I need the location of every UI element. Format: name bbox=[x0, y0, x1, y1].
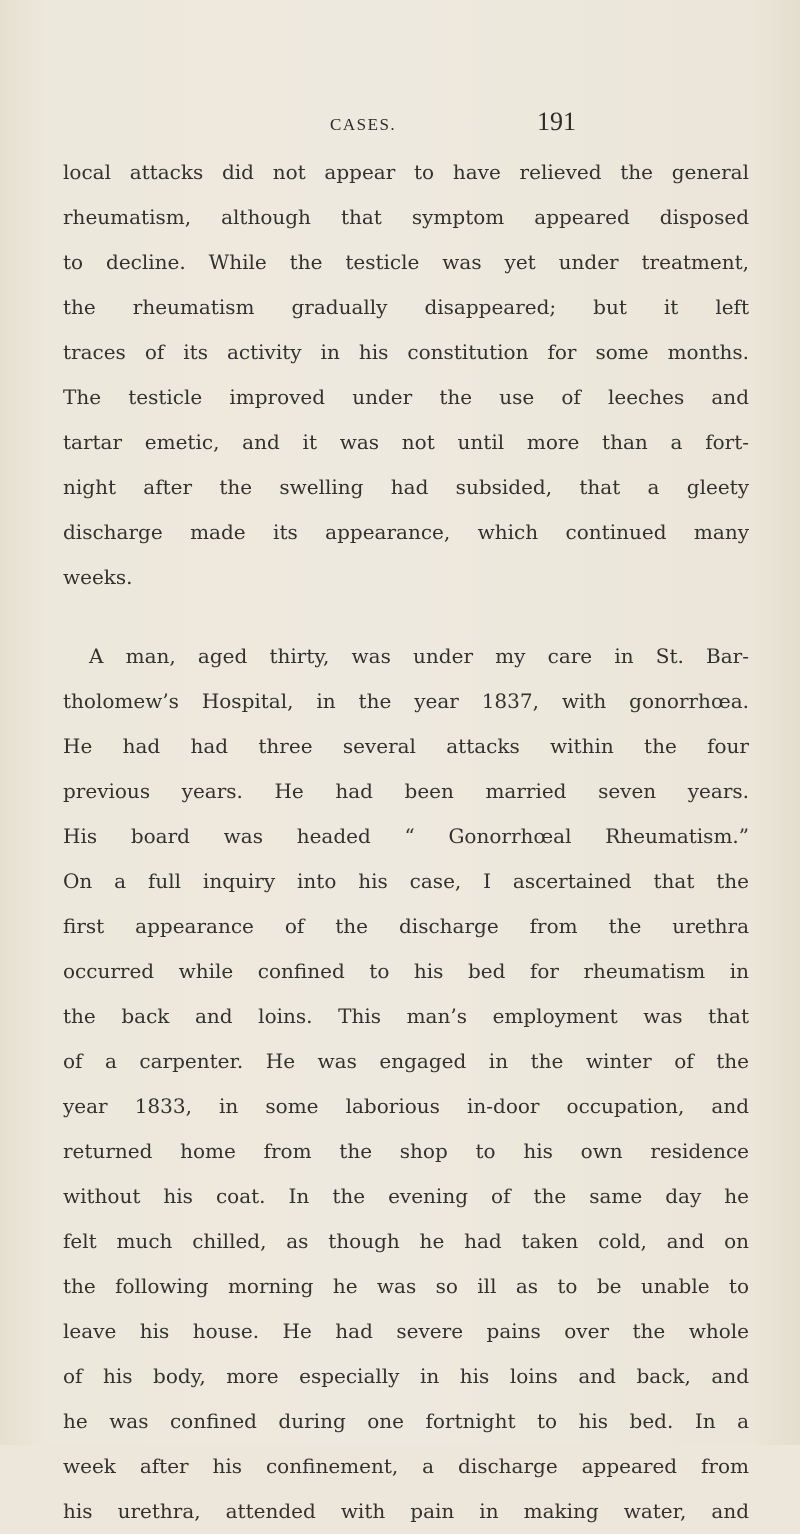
text-line: occurred while confined to his bed for rheumatism in bbox=[63, 959, 749, 983]
text-line: tholomew’s Hospital, in the year 1837, with gonorrhœa. bbox=[63, 689, 749, 713]
text-line: night after the swelling had subsided, that a gleety bbox=[63, 475, 749, 499]
text-line: returned home from the shop to his own residence bbox=[63, 1139, 749, 1163]
text-line: year 1833, in some laborious in-door occupation, and bbox=[63, 1094, 749, 1118]
text-line: weeks. bbox=[63, 565, 133, 589]
text-line: His board was headed “ Gonorrhœal Rheumatism.” bbox=[63, 824, 749, 848]
text-line: the back and loins. This man’s employment was that bbox=[63, 1004, 749, 1028]
text-line: previous years. He had been married seven years. bbox=[63, 779, 749, 803]
paragraph-gap bbox=[63, 600, 749, 634]
text-line: A man, aged thirty, was under my care in St. Bar- bbox=[89, 644, 749, 668]
text-line: local attacks did not appear to have relieved the general bbox=[63, 160, 749, 184]
text-line: he was confined during one fortnight to his bed. In a bbox=[63, 1409, 749, 1433]
text-line: of his body, more especially in his loins and back, and bbox=[63, 1364, 749, 1388]
running-head-title: CASES. bbox=[330, 115, 397, 134]
text-line: without his coat. In the evening of the same day he bbox=[63, 1184, 749, 1208]
text-line: tartar emetic, and it was not until more than a fort- bbox=[63, 430, 749, 454]
text-line: his urethra, attended with pain in making water, and bbox=[63, 1499, 749, 1523]
text-line: week after his confinement, a discharge appeared from bbox=[63, 1454, 749, 1478]
text-line: rheumatism, although that symptom appeared disposed bbox=[63, 205, 749, 229]
text-line: the rheumatism gradually disappeared; but it left bbox=[63, 295, 749, 319]
page-number: 191 bbox=[537, 107, 576, 136]
paragraph-1 bbox=[63, 150, 749, 600]
paragraph-2 bbox=[63, 634, 749, 1534]
text-line: to decline. While the testicle was yet under treatment, bbox=[63, 250, 749, 274]
text-line: first appearance of the discharge from the urethra bbox=[63, 914, 749, 938]
text-line: the following morning he was so ill as to be unable to bbox=[63, 1274, 749, 1298]
text-line: felt much chilled, as though he had taken cold, and on bbox=[63, 1229, 749, 1253]
running-head bbox=[0, 107, 800, 147]
text-line: leave his house. He had severe pains over the whole bbox=[63, 1319, 749, 1343]
text-line: On a full inquiry into his case, I ascertained that the bbox=[63, 869, 749, 893]
body-text bbox=[63, 150, 749, 1534]
text-line: The testicle improved under the use of leeches and bbox=[63, 385, 749, 409]
text-line: He had had three several attacks within the four bbox=[63, 734, 749, 758]
text-line: traces of its activity in his constitution for some months. bbox=[63, 340, 749, 364]
text-line: of a carpenter. He was engaged in the winter of the bbox=[63, 1049, 749, 1073]
text-line: discharge made its appearance, which continued many bbox=[63, 520, 749, 544]
